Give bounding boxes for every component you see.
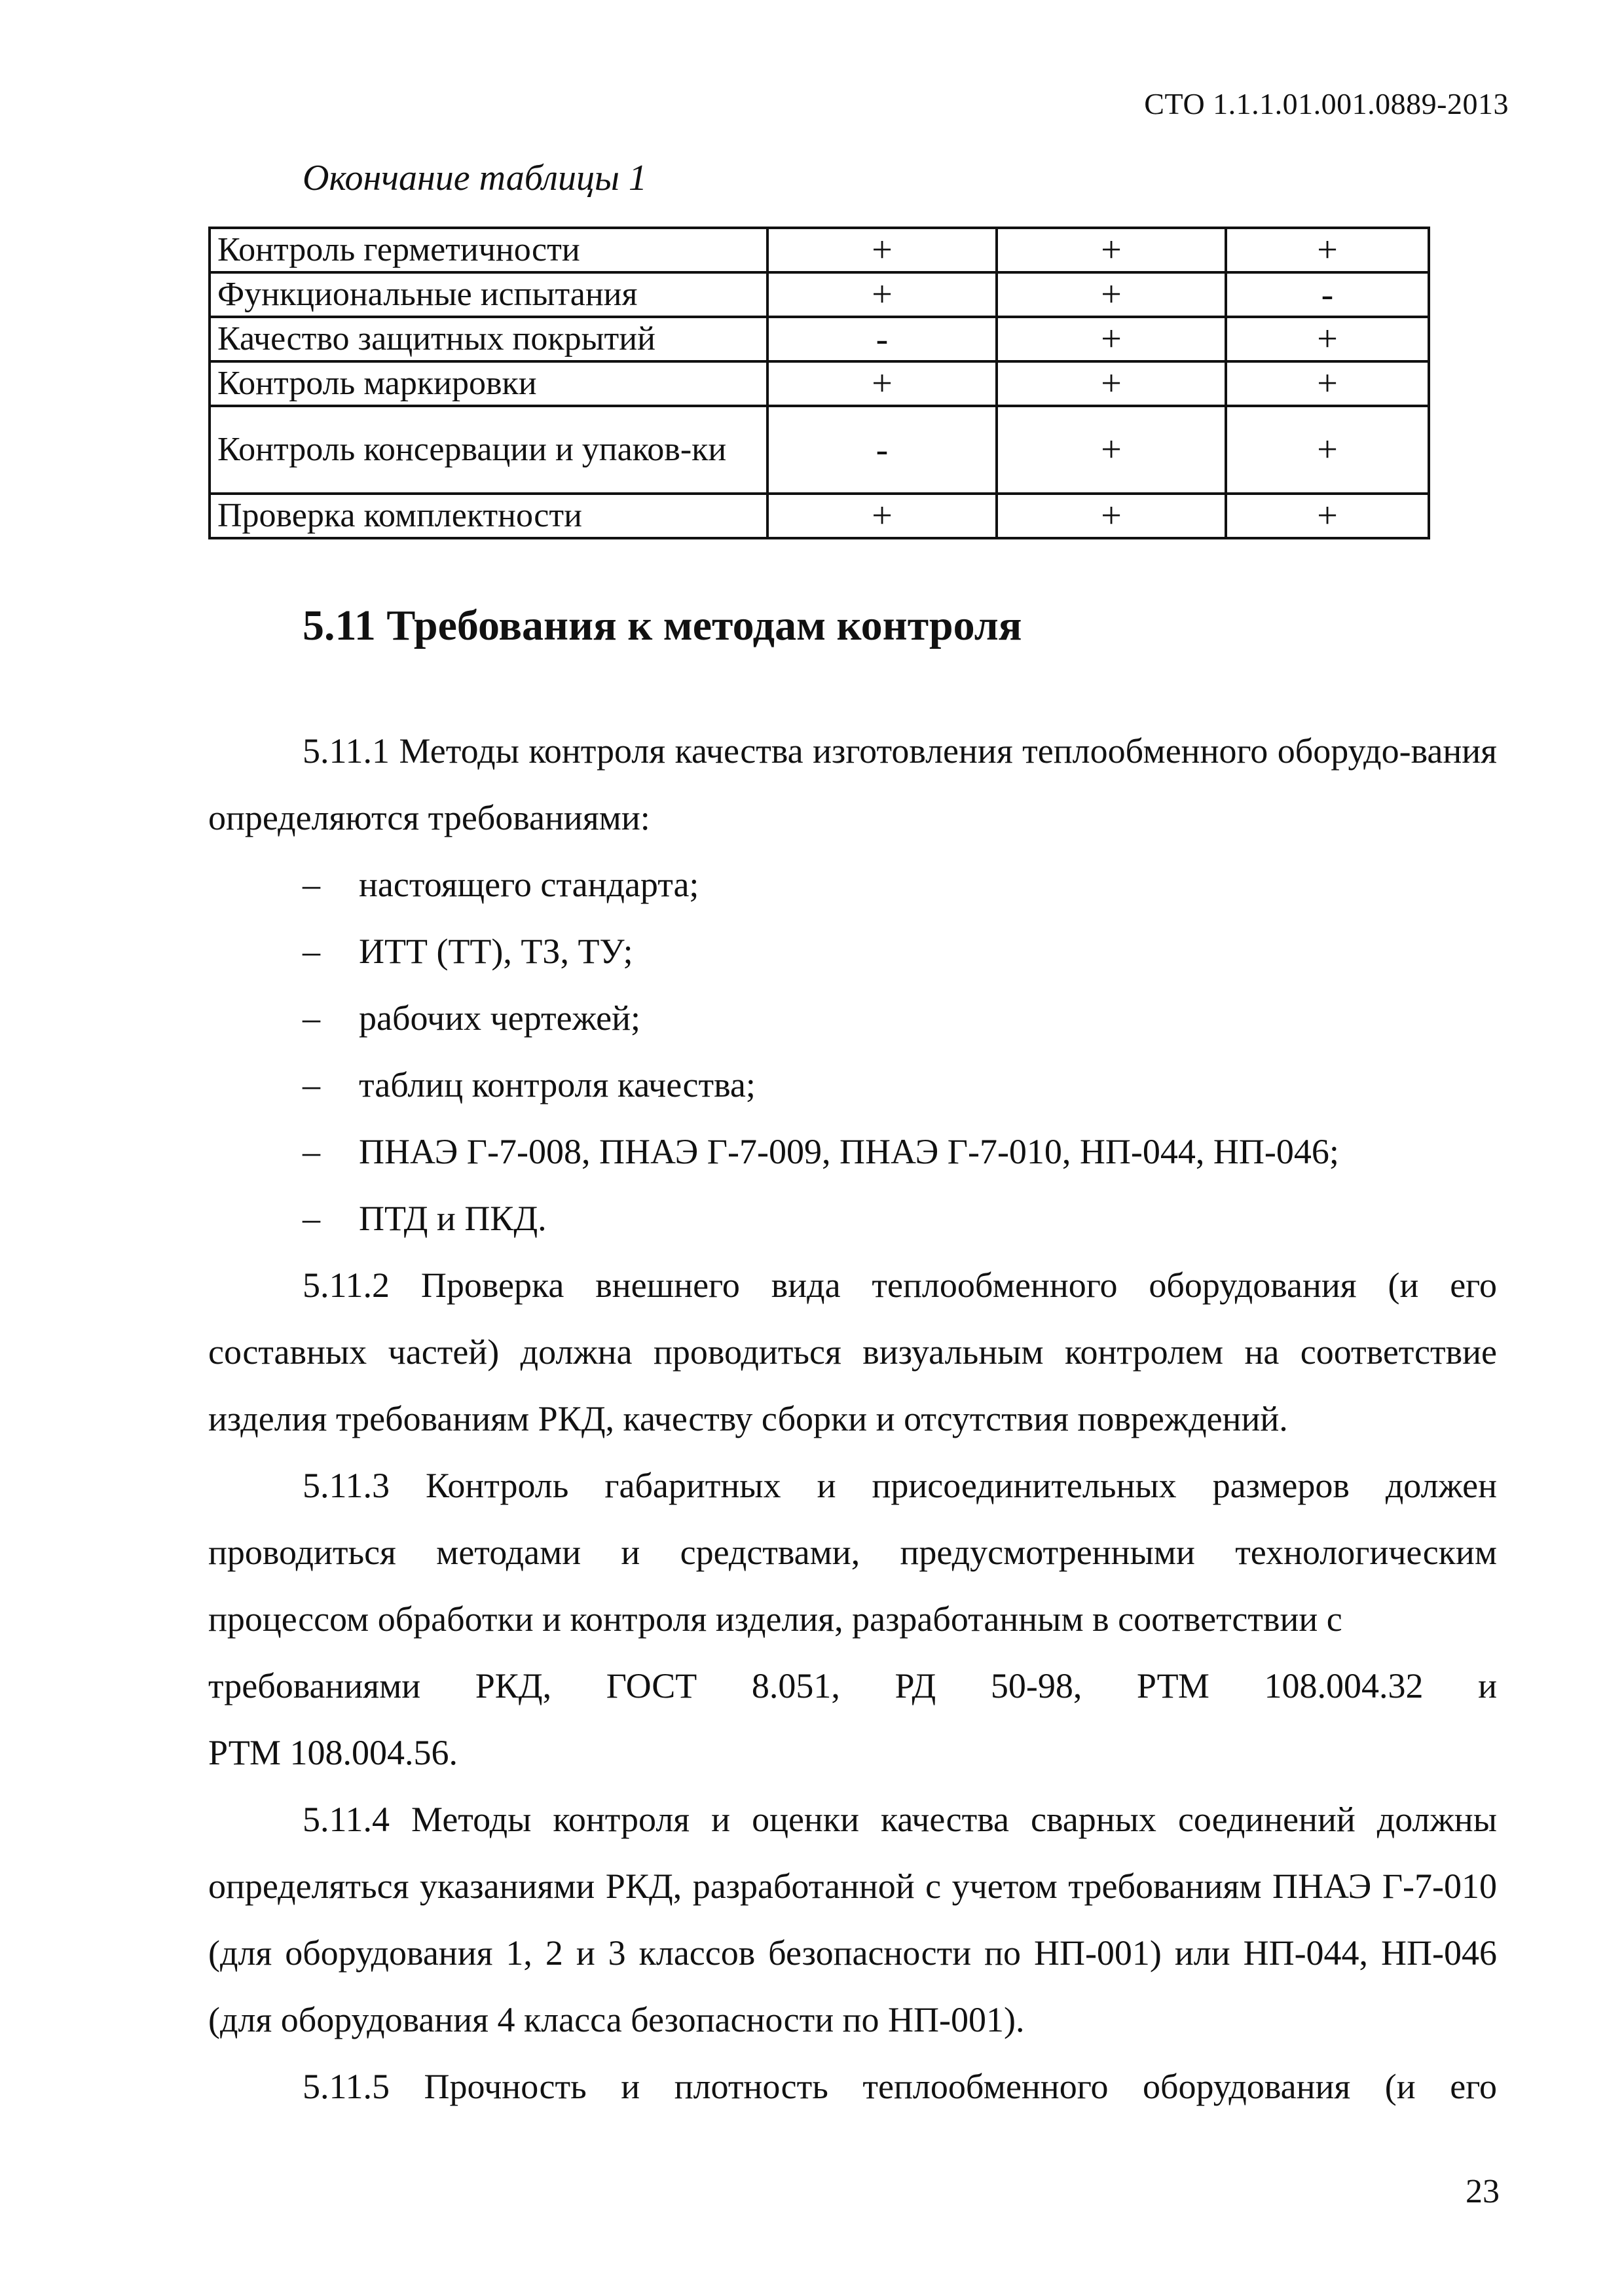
table-cell-name: Контроль маркировки (210, 361, 767, 406)
dash-bullet: – (303, 1065, 320, 1104)
table-cell-mark: + (997, 494, 1226, 538)
quality-control-table (208, 227, 1430, 539)
table-cell-mark: + (997, 317, 1226, 361)
table-cell-mark: + (1226, 406, 1429, 494)
section-body (208, 718, 1497, 2120)
table-cell-mark: - (767, 317, 997, 361)
paragraph-5-11-3-refs: требованиями РКД, ГОСТ 8.051, РД 50-98, РТМ 108.004.32 и (208, 1666, 1497, 1705)
list-item-text: ПНАЭ Г-7-008, ПНАЭ Г-7-009, ПНАЭ Г-7-010, НП-044, НП-046; (359, 1132, 1339, 1171)
table-row (210, 361, 1429, 406)
paragraph-5-11-4: 5.11.4 Методы контроля и оценки качества сварных соединений должны определяться указаниями РКД, разработанной с учетом требованиям ПНАЭ Г-7-010 (для оборудования 1, 2 и 3 классов безопасности по НП-001) или НП-044, НП-046 (для оборудования 4 класса безопасности по НП-001). (208, 1800, 1497, 2039)
table-cell-name-line1: Контроль консервации и упаков-ки (217, 431, 727, 468)
list-item (208, 1185, 1497, 1252)
list-item (208, 985, 1497, 1051)
list-item (208, 1118, 1497, 1185)
table-cell-mark: + (1226, 494, 1429, 538)
table-cell-mark: + (1226, 228, 1429, 272)
table-cell-mark: - (767, 406, 997, 494)
table-cell-name: Проверка комплектности (210, 494, 767, 538)
paragraph-5-11-3-end: РТМ 108.004.56. (208, 1733, 458, 1772)
table-cell-mark: + (1226, 317, 1429, 361)
dash-bullet: – (303, 998, 320, 1038)
list-item-text: настоящего стандарта; (359, 865, 699, 904)
list-item-text: ПТД и ПКД. (359, 1199, 547, 1238)
table-cell-mark: + (767, 494, 997, 538)
list-item (208, 1051, 1497, 1118)
paragraph-5-11-1: 5.11.1 Методы контроля качества изготовления теплообменного оборудо-вания определяются требованиями: (208, 731, 1497, 837)
table-cell-mark: + (767, 272, 997, 317)
table-cell-mark: + (767, 361, 997, 406)
table-cell-mark: + (997, 406, 1226, 494)
paragraph-5-11-5: 5.11.5 Прочность и плотность теплообменного оборудования (и его (303, 2067, 1497, 2106)
table-row (210, 317, 1429, 361)
table-cell-mark: + (997, 228, 1226, 272)
table-cell-name: Качество защитных покрытий (210, 317, 767, 361)
paragraph-5-11-2: 5.11.2 Проверка внешнего вида теплообменного оборудования (и его составных частей) должна проводиться визуальным контролем на соответствие изделия требованиям РКД, качеству сборки и отсутствия повреждений. (208, 1266, 1497, 1438)
table-caption: Окончание таблицы 1 (303, 158, 647, 198)
page-number: 23 (1466, 2173, 1500, 2210)
table-row (210, 228, 1429, 272)
table-cell-mark: + (1226, 361, 1429, 406)
table-cell-name: Контроль герметичности (210, 228, 767, 272)
table-row (210, 272, 1429, 317)
table-cell-name (210, 406, 767, 494)
list-item (208, 918, 1497, 985)
dash-bullet: – (303, 1199, 320, 1238)
table-row (210, 406, 1429, 494)
dash-bullet: – (303, 865, 320, 904)
dash-bullet: – (303, 932, 320, 971)
table-cell-mark: + (997, 272, 1226, 317)
table-cell-mark: + (767, 228, 997, 272)
list-item-text: таблиц контроля качества; (359, 1065, 756, 1104)
dash-bullet: – (303, 1132, 320, 1171)
table-cell-mark: - (1226, 272, 1429, 317)
table-cell-mark: + (997, 361, 1226, 406)
table-row (210, 494, 1429, 538)
list-item-text: ИТТ (ТТ), ТЗ, ТУ; (359, 932, 633, 971)
paragraph-5-11-3: 5.11.3 Контроль габаритных и присоединительных размеров должен проводиться методами и средствами, предусмотренными технологическим процессом обработки и контроля изделия, разработанным в соответствии с (208, 1466, 1497, 1639)
table-cell-name: Функциональные испытания (210, 272, 767, 317)
requirements-list (208, 851, 1497, 1252)
section-heading: 5.11 Требования к методам контроля (303, 602, 1022, 649)
list-item-text: рабочих чертежей; (359, 998, 641, 1038)
document-code: СТО 1.1.1.01.001.0889-2013 (1144, 87, 1509, 120)
list-item (208, 851, 1497, 918)
